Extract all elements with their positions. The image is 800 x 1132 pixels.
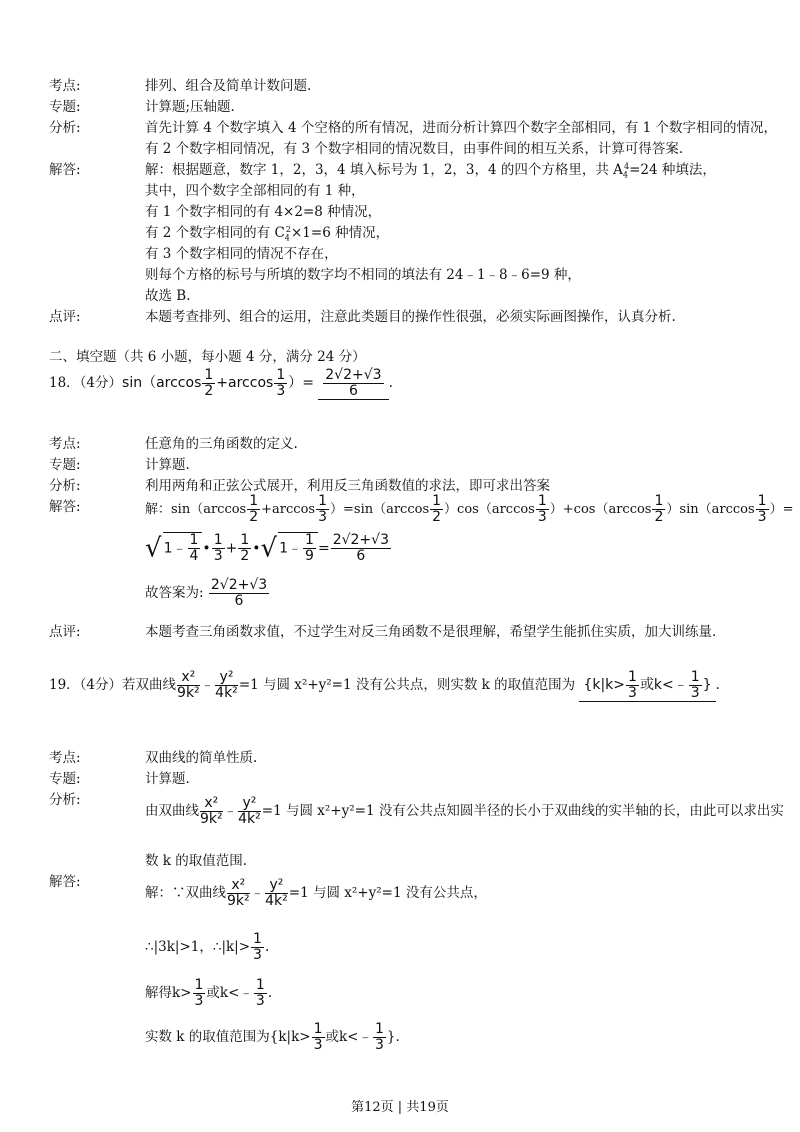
dianping-label: 点评: bbox=[49, 624, 81, 640]
fenxi-label: 分析: bbox=[49, 478, 81, 494]
q17-jieda-line2: 其中，四个数字全部相同的有 1 种， bbox=[145, 183, 365, 199]
kaodian-label: 考点: bbox=[49, 750, 81, 766]
q17-zhuanti: 计算题;压轴题. bbox=[145, 99, 235, 115]
kaodian-label: 考点: bbox=[49, 78, 81, 94]
q17-jieda-line3: 有 1 个数字相同的有 4×2=8 种情况， bbox=[145, 204, 382, 220]
q19-fenxi-line2: 数 k 的取值范围. bbox=[145, 853, 248, 869]
q18-jieda-line2: √ 1﹣ $\frac{1}{4}$ • $\frac{1}{3}$ + $\frac{1}{2}$ •√ 1﹣ $\frac{1}{9}$ = $\frac{2√2+√3}{6}$ bbox=[145, 532, 389, 564]
q18-answer-line: 故答案为: $\frac{2√2+√3}{6}$ bbox=[145, 577, 268, 609]
q17-fenxi-line1: 首先计算 4 个数字填入 4 个空格的所有情况，进而分析计算四个数字全部相同，有 1 个数字相同的情况， bbox=[145, 120, 778, 136]
jieda-label: 解答: bbox=[49, 499, 81, 515]
q18-kaodian: 任意角的三角函数的定义. bbox=[145, 436, 298, 452]
q19-zhuanti: 计算题. bbox=[145, 771, 190, 787]
q19-jieda-line1: 解：∵双曲线 $\frac{\text{x²}}{\text{9k²}}$ ﹣ $\frac{\text{y²}}{\text{4k²}}$ =1 与圆 x²+y²=1 没有公共点， bbox=[145, 877, 487, 909]
q19-jieda-line3: 解得k> $\frac{1}{3}$ 或k<﹣ $\frac{1}{3}$ . bbox=[145, 977, 273, 1009]
q19-jieda-line4: 实数 k 的取值范围为{k|k> $\frac{1}{3}$ 或k<﹣ $\frac{1}{3}$ }. bbox=[145, 1021, 400, 1053]
q19-jieda-line2: ∴|3k|>1，∴|k|> $\frac{1}{3}$ . bbox=[145, 931, 270, 963]
q18-answer-numerator: 2√2+√3 bbox=[325, 367, 382, 383]
q17-jieda-line7: 故选 B. bbox=[145, 288, 191, 304]
q18-zhuanti: 计算题. bbox=[145, 457, 190, 473]
jieda-label: 解答: bbox=[49, 874, 81, 890]
q17-kaodian: 排列、组合及简单计数问题. bbox=[145, 78, 312, 94]
q18-dianping: 本题考查三角函数求值，不过学生对反三角函数不是很理解，希望学生能抓住实质，加大训练量. bbox=[145, 624, 717, 640]
q17-fenxi-line2: 有 2 个数字相同情况，有 3 个数字相同的情况数目，由事件间的相互关系，计算可得答案. bbox=[145, 141, 684, 157]
zhuanti-label: 专题: bbox=[49, 99, 81, 115]
q19-kaodian: 双曲线的简单性质. bbox=[145, 750, 258, 766]
q17-dianping: 本题考查排列、组合的运用，注意此类题目的操作性很强，必须实际画图操作，认真分析. bbox=[145, 309, 676, 325]
fenxi-label: 分析: bbox=[49, 792, 81, 808]
dianping-label: 点评: bbox=[49, 309, 81, 325]
q17-jieda-line6: 则每个方格的标号与所填的数字均不相同的填法有 24﹣1﹣8﹣6=9 种， bbox=[145, 267, 581, 283]
q17-jieda-line4: 有 2 个数字相同的有 $C_4^2\times 1=6$ 种情况， bbox=[145, 224, 390, 243]
q19-question: 19．（4分）若双曲线 $\frac{\text{x²}}{\text{9k²}}$ ﹣ $\frac{\text{y²}}{\text{4k²}}$ =1 与圆 x²+y²=1 没有公共点，则实数 k 的取值范围为 {k|k> $\frac{1}{3}$ 或k<﹣ $\frac{1}{3}$ } . bbox=[49, 669, 720, 701]
q18-fenxi: 利用两角和正弦公式展开，利用反三角函数值的求法，即可求出答案 bbox=[145, 478, 550, 494]
q17-jieda-line1: 解：根据题意，数字 1，2，3，4 填入标号为 1，2，3，4 的四个方格里，共 $A_4^4=24$ 种填法， bbox=[145, 161, 716, 180]
section-heading: 二、填空题（共 6 小题，每小题 4 分，满分 24 分） bbox=[49, 349, 366, 365]
q19-fenxi-line1: 由双曲线 $\frac{\text{x²}}{\text{9k²}}$ ﹣ $\frac{\text{y²}}{\text{4k²}}$ =1 与圆 x²+y²=1 没有公共点知圆半径的长小于双曲线的实半轴的长，由此可以求出实 bbox=[145, 795, 784, 827]
kaodian-label: 考点: bbox=[49, 436, 81, 452]
q17-jieda-line5: 有 3 个数字相同的情况不存在， bbox=[145, 246, 338, 262]
zhuanti-label: 专题: bbox=[49, 771, 81, 787]
zhuanti-label: 专题: bbox=[49, 457, 81, 473]
q18-jieda-line1: 解：sin（arccos $\frac{1}{2}$ +arccos $\frac{1}{3}$ ）=sin（arccos $\frac{1}{2}$ ）cos（arccos $\frac{1}{3}$ ）+cos（arccos $\frac{1}{2}$ ）sin（arccos $\frac{1}{3}$ ）= bbox=[145, 493, 794, 525]
page-footer: 第12页 | 共19页 bbox=[351, 1100, 449, 1115]
q18-question: 18．（4分）sin（arccos $\frac{1}{2}$ +arccos $\frac{1}{3}$ ）= $\frac{2√2+√3}{6}$ . bbox=[49, 367, 393, 399]
fenxi-label: 分析: bbox=[49, 120, 81, 136]
jieda-label: 解答: bbox=[49, 162, 81, 178]
